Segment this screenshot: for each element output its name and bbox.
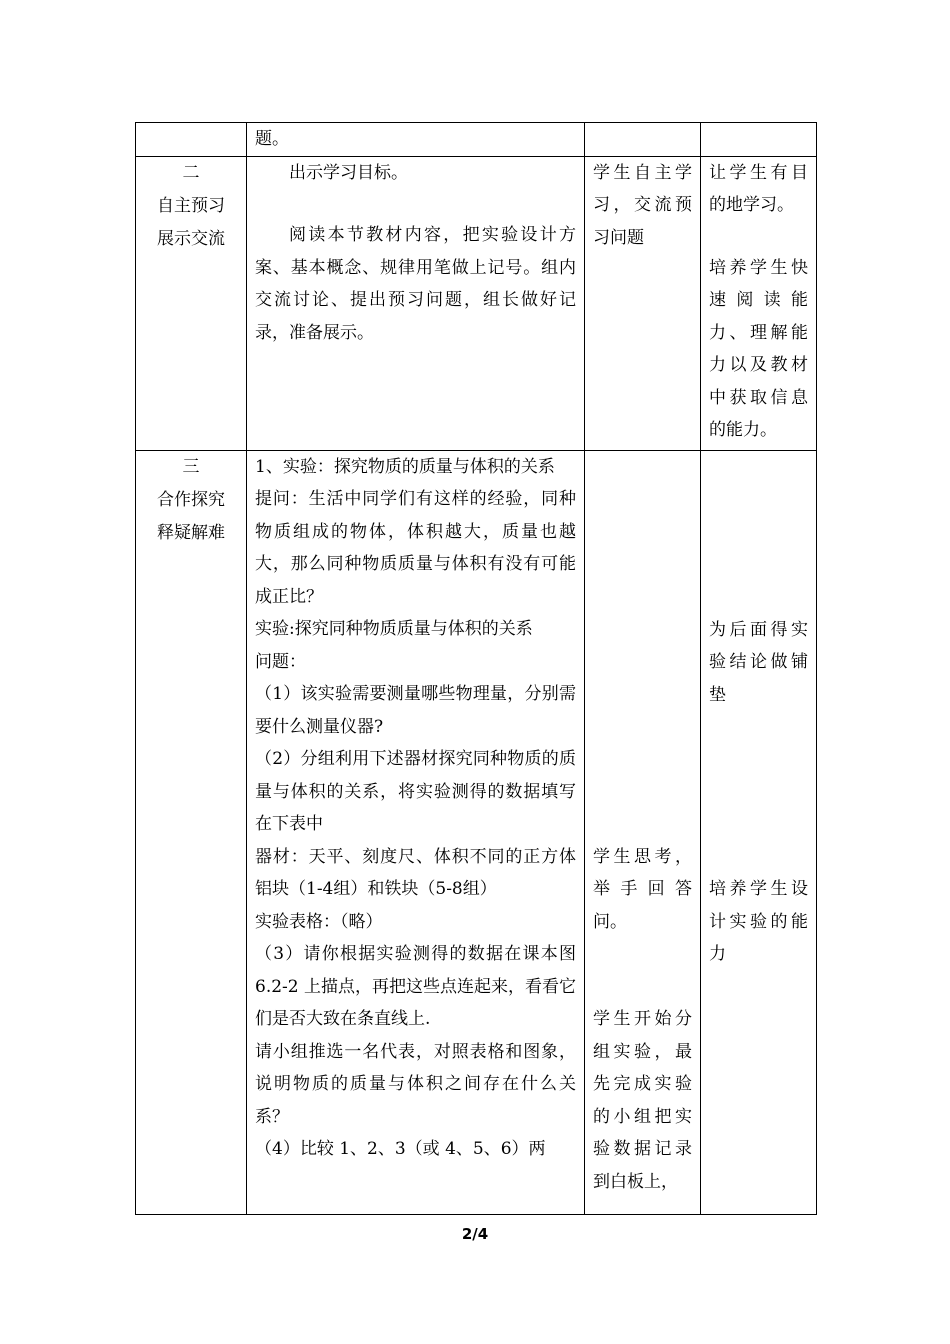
design-intent-text: 培养学生设计实验的能力 bbox=[709, 879, 808, 964]
student-activity-cell bbox=[585, 450, 701, 1214]
content-paragraph: （3）请你根据实验测得的数据在课本图 6.2-2 上描点，再把这些点连起来，看看它们是否大致在条直线上. bbox=[255, 944, 576, 1029]
student-activity-cell bbox=[585, 123, 701, 157]
stage-cell bbox=[136, 123, 247, 157]
student-activity-text: 学生自主学习，交流预习问题 bbox=[593, 162, 692, 248]
stage-title: 展示交流 bbox=[157, 228, 225, 249]
content-paragraph: 出示学习目标。 bbox=[289, 162, 408, 183]
lesson-plan-table bbox=[135, 122, 817, 1215]
design-intent-text: 培养学生快速阅读能力、理解能力以及教材中获取信息的能力。 bbox=[709, 257, 808, 440]
content-paragraph: 器材：天平、刻度尺、体积不同的正方体铝块（1-4组）和铁块（5-8组） bbox=[255, 846, 576, 899]
content-paragraph: 提问：生活中同学们有这样的经验，同种物质组成的物体，体积越大，质量也越大，那么同种物质质量与体积有没有可能成正比？ bbox=[255, 489, 576, 607]
design-intent-text: 为后面得实验结论做铺垫 bbox=[709, 619, 808, 705]
content-cell bbox=[247, 123, 585, 157]
table-row bbox=[136, 450, 817, 1214]
stage-number: 三 bbox=[182, 456, 200, 477]
content-paragraph: 请小组推选一名代表，对照表格和图象，说明物质的质量与体积之间存在什么关系？ bbox=[255, 1041, 576, 1127]
content-paragraph: （2）分组利用下述器材探究同种物质的质量与体积的关系，将实验测得的数据填写在下表中 bbox=[255, 749, 576, 834]
content-cell bbox=[247, 450, 585, 1214]
stage-cell bbox=[136, 156, 247, 450]
student-activity-cell bbox=[585, 156, 701, 450]
content-paragraph: （4）比较 1、2、3（或 4、5、6）两 bbox=[255, 1139, 546, 1159]
stage-title: 释疑解难 bbox=[157, 522, 225, 543]
stage-title: 合作探究 bbox=[157, 489, 225, 510]
design-intent-text: 让学生有目的地学习。 bbox=[709, 162, 808, 215]
content-cell bbox=[247, 156, 585, 450]
content-paragraph: （1）该实验需要测量哪些物理量，分别需要什么测量仪器? bbox=[255, 684, 576, 737]
stage-cell bbox=[136, 450, 247, 1214]
content-heading: 1、实验：探究物质的质量与体积的关系 bbox=[255, 456, 555, 477]
design-intent-cell bbox=[701, 156, 817, 450]
content-paragraph: 实验:探究同种物质质量与体积的关系 bbox=[255, 619, 533, 639]
student-activity-text: 学生思考，举手回答问。 bbox=[593, 846, 692, 932]
content-paragraph: 阅读本节教材内容，把实验设计方案、基本概念、规律用笔做上记号。组内交流讨论、提出预习问题，组长做好记录，准备展示。 bbox=[255, 225, 576, 343]
stage-number: 二 bbox=[182, 162, 200, 183]
content-paragraph: 问题： bbox=[255, 651, 306, 672]
page-number: 2/4 bbox=[461, 1225, 489, 1243]
content-paragraph: 实验表格：（略） bbox=[255, 911, 383, 932]
content-text: 题。 bbox=[255, 129, 289, 149]
table-row bbox=[136, 156, 817, 450]
stage-title: 自主预习 bbox=[157, 195, 225, 216]
design-intent-cell bbox=[701, 123, 817, 157]
design-intent-cell bbox=[701, 450, 817, 1214]
student-activity-text: 学生开始分组实验，最先完成实验的小组把实验数据记录到白板上， bbox=[593, 1009, 692, 1192]
table-row bbox=[136, 123, 817, 157]
